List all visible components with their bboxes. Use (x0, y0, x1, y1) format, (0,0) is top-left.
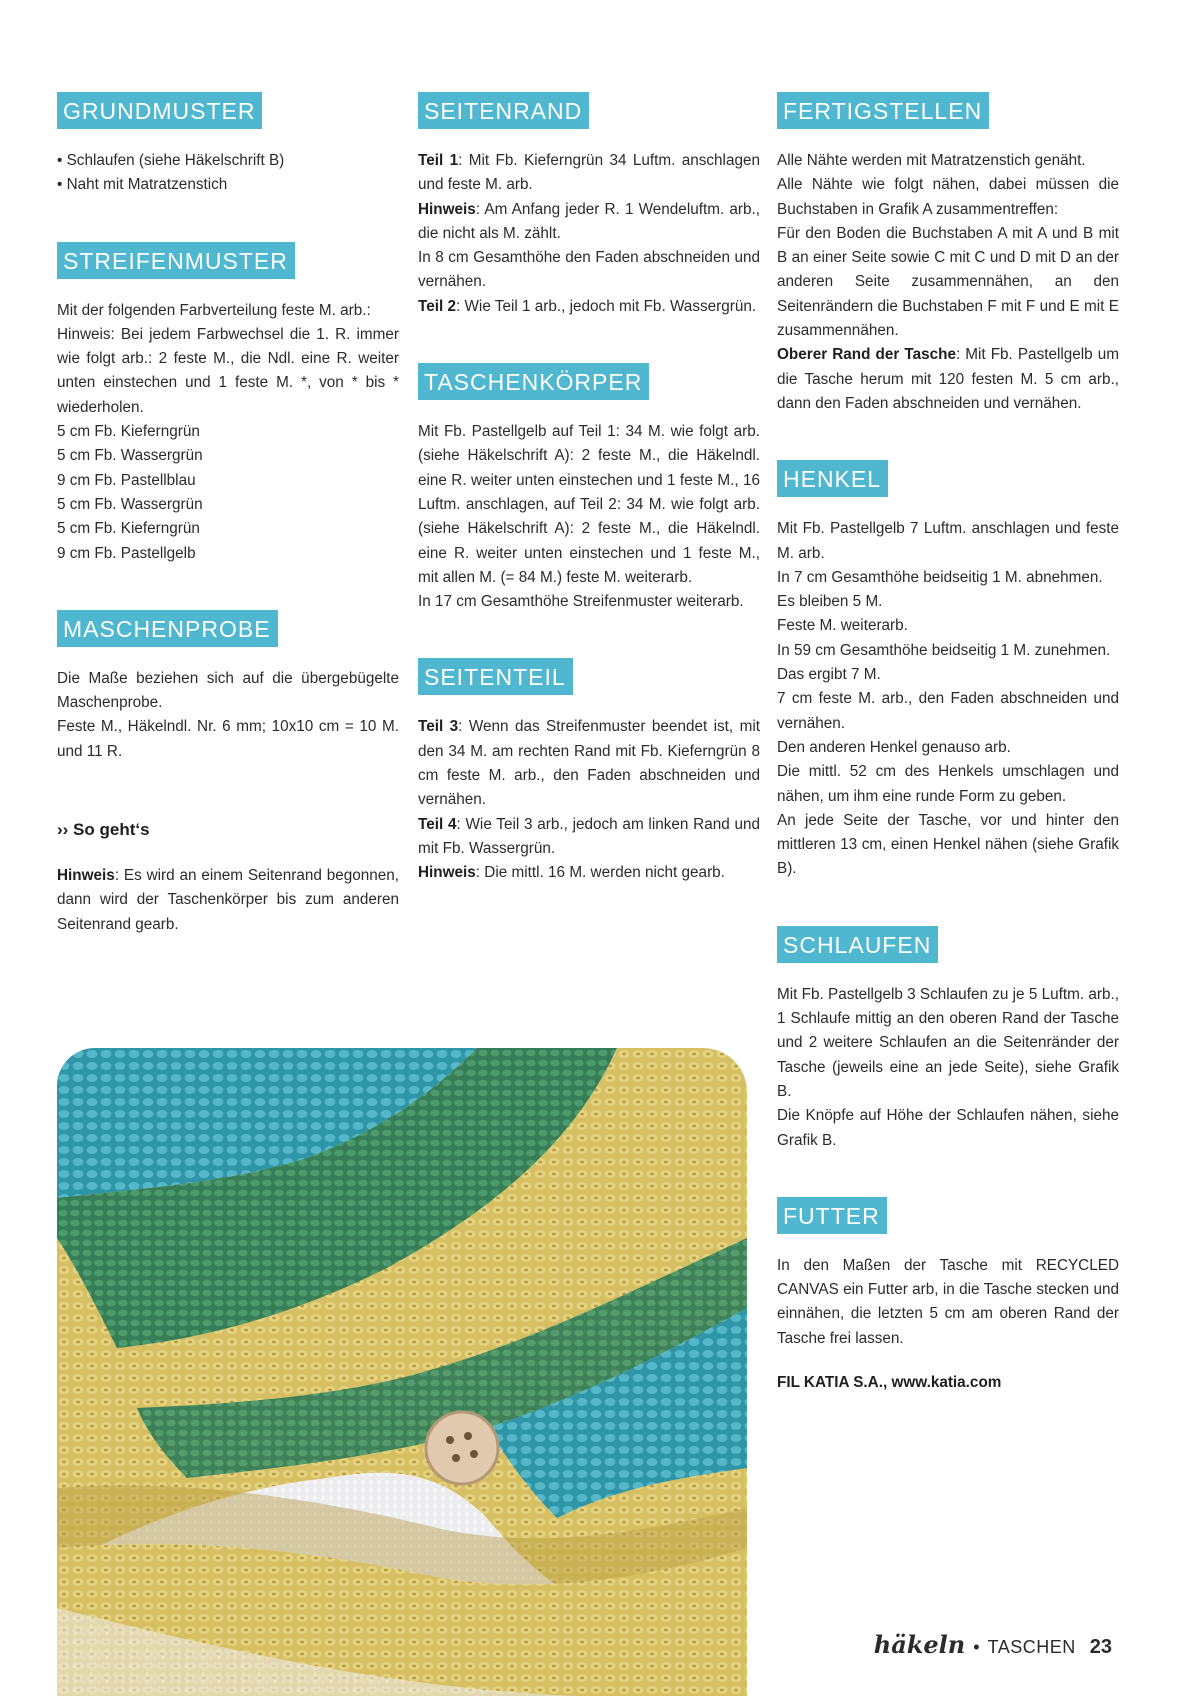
column-middle (418, 92, 760, 930)
paragraph: Es bleiben 5 M. (777, 593, 883, 611)
paragraph: Das ergibt 7 M. (777, 666, 881, 684)
page-footer (874, 1630, 1112, 1659)
page-number: 23 (1089, 1636, 1112, 1658)
text: : Am Anfang jeder R. 1 Wendeluftm. arb., die nicht als M. zählt. (418, 200, 760, 242)
heading-fertigstellen: FERTIGSTELLEN (777, 92, 989, 129)
section-fertigstellen (777, 92, 1119, 416)
bold-label: Hinweis (418, 864, 476, 882)
text: : Es wird an einem Seitenrand begonnen, dann wird der Taschenkörper bis zum anderen Seitenrand gearb. (57, 867, 399, 933)
section-taschenkoerper (418, 363, 760, 614)
paragraph: Mit Fb. Pastellgelb 7 Luftm. anschlagen und feste M. arb. (777, 520, 1119, 562)
paragraph (418, 813, 760, 862)
paragraph: Hinweis: Bei jedem Farbwechsel die 1. R. immer wie folgt arb.: 2 feste M., die Ndl. eine R. weiter unten einstechen und 1 feste M. *, von * bis * wiederholen. (57, 325, 399, 416)
paragraph: Die Maße beziehen sich auf die übergebügelte Maschenprobe. (57, 669, 399, 712)
paragraph: Feste M. weiterarb. (777, 617, 908, 635)
button-icon (426, 1412, 498, 1484)
paragraph (418, 198, 760, 247)
paragraph: Die mittl. 52 cm des Henkels umschlagen und nähen, um ihm eine runde Form zu geben. (777, 763, 1119, 805)
paragraph (57, 864, 399, 937)
column-right (777, 92, 1119, 1439)
magazine-section-script: häkeln (873, 1630, 966, 1659)
heading-seitenrand: SEITENRAND (418, 92, 589, 129)
text: : Wie Teil 1 arb., jedoch mit Fb. Wassergrün. (455, 297, 757, 315)
heading-streifenmuster: STREIFENMUSTER (57, 242, 295, 279)
section-streifenmuster (57, 242, 399, 566)
list-item: • Naht mit Matratzenstich (57, 173, 399, 197)
separator-dot: • (973, 1637, 980, 1657)
section-seitenteil (418, 658, 760, 885)
bold-label: Teil 3 (418, 718, 459, 736)
paragraph: Die Knöpfe auf Höhe der Schlaufen nähen, siehe Grafik B. (777, 1107, 1119, 1149)
paragraph: 7 cm feste M. arb., den Faden abschneiden und vernähen. (777, 690, 1119, 732)
paragraph: Mit der folgenden Farbverteilung feste M. arb.: (57, 301, 371, 319)
heading-seitenteil: SEITENTEIL (418, 658, 573, 695)
heading-futter: FUTTER (777, 1197, 887, 1234)
section-so-gehts (57, 820, 399, 937)
heading-henkel: HENKEL (777, 460, 888, 497)
paragraph: Feste M., Häkelndl. Nr. 6 mm; 10x10 cm = 10 M. und 11 R. (57, 718, 399, 760)
paragraph: In den Maßen der Tasche mit RECYCLED CANVAS ein Futter arb, in die Tasche stecken und einnähen, die letzten 5 cm am oberen Rand der Tasche frei lassen. (777, 1256, 1119, 1347)
color-line: 9 cm Fb. Pastellblau (57, 471, 196, 489)
section-futter (777, 1197, 1119, 1395)
text: : Wie Teil 3 arb., jedoch am linken Rand und mit Fb. Wassergrün. (418, 815, 760, 857)
paragraph (418, 715, 760, 812)
text: : Die mittl. 16 M. werden nicht gearb. (475, 864, 725, 882)
color-line: 5 cm Fb. Kieferngrün (57, 520, 200, 538)
paragraph: Den anderen Henkel genauso arb. (777, 738, 1011, 756)
paragraph (777, 343, 1119, 416)
paragraph: Für den Boden die Buchstaben A mit A und B mit B an einer Seite sowie C mit C und D mit D an der anderen Seite zusammennähen, an den Seitenrändern die Buchstaben F mit F und E mit E zusammennähen. (777, 224, 1119, 340)
bold-label: Hinweis (418, 200, 476, 218)
list-item: • Schlaufen (siehe Häkelschrift B) (57, 149, 399, 173)
heading-maschenprobe: MASCHENPROBE (57, 610, 278, 647)
section-henkel (777, 460, 1119, 881)
paragraph (418, 149, 760, 198)
column-left (57, 92, 399, 981)
paragraph: Alle Nähte werden mit Matratzenstich genäht. (777, 152, 1086, 169)
color-line: 5 cm Fb. Kieferngrün (57, 423, 200, 441)
paragraph: In 59 cm Gesamthöhe beidseitig 1 M. zunehmen. (777, 641, 1111, 659)
grundmuster-list (57, 149, 399, 198)
heading-schlaufen: SCHLAUFEN (777, 926, 938, 963)
text: : Mit Fb. Pastellgelb um die Tasche herum mit 120 festen M. 5 cm arb., dann den Faden abschneiden und vernähen. (777, 346, 1119, 412)
section-schlaufen (777, 926, 1119, 1153)
text: : Mit Fb. Kieferngrün 34 Luftm. anschlagen und feste M. arb. (418, 152, 760, 194)
bold-label: Teil 1 (418, 152, 459, 169)
paragraph: In 7 cm Gesamthöhe beidseitig 1 M. abnehmen. (777, 568, 1103, 586)
so-gehts-heading: ›› So geht‘s (57, 820, 150, 840)
crochet-bag-image (57, 1048, 747, 1696)
heading-grundmuster: GRUNDMUSTER (57, 92, 262, 129)
section-maschenprobe (57, 610, 399, 764)
color-line: 5 cm Fb. Wassergrün (57, 495, 203, 513)
paragraph (418, 861, 760, 885)
bag-photo (57, 1048, 747, 1696)
publisher-credit: FIL KATIA S.A., www.katia.com (777, 1373, 1002, 1391)
color-line: 5 cm Fb. Wassergrün (57, 447, 203, 465)
paragraph: In 8 cm Gesamthöhe den Faden abschneiden und vernähen. (418, 249, 760, 291)
heading-taschenkoerper: TASCHENKÖRPER (418, 363, 649, 400)
color-line: 9 cm Fb. Pastellgelb (57, 544, 196, 562)
section-seitenrand (418, 92, 760, 319)
section-grundmuster (57, 92, 399, 198)
bold-label: Teil 2 (418, 297, 456, 315)
paragraph: An jede Seite der Tasche, vor und hinter den mittleren 13 cm, einen Henkel nähen (siehe Grafik B). (777, 811, 1119, 878)
paragraph (418, 295, 760, 319)
paragraph: In 17 cm Gesamthöhe Streifenmuster weiterarb. (418, 593, 744, 611)
paragraph: Mit Fb. Pastellgelb 3 Schlaufen zu je 5 Luftm. arb., 1 Schlaufe mittig an den oberen Rand der Tasche und 2 weitere Schlaufen an die Seitenränder der Tasche (jeweils eine an jede Seite), siehe Grafik B. (777, 985, 1119, 1100)
section-name: TASCHEN (987, 1637, 1076, 1657)
text: : Wenn das Streifenmuster beendet ist, mit den 34 M. am rechten Rand mit Fb. Kieferngrün 8 cm feste M. arb., den Faden abschneiden und vernähen. (418, 718, 760, 809)
bold-label: Oberer Rand der Tasche (777, 346, 956, 364)
paragraph: Alle Nähte wie folgt nähen, dabei müssen die Buchstaben in Grafik A zusammentreffen: (777, 176, 1119, 218)
bold-label: Hinweis (57, 867, 115, 885)
credit-line (777, 1371, 1119, 1395)
bold-label: Teil 4 (418, 815, 457, 833)
paragraph: Mit Fb. Pastellgelb auf Teil 1: 34 M. wie folgt arb. (siehe Häkelschrift A): 2 feste M., die Häkelndl. eine R. weiter unten einstechen und 1 feste M., 16 Luftm. anschlagen, auf Teil 2: 34 M. wie folgt arb. (siehe Häkelschrift A): 2 feste M., die Häkelndl. eine R. weiter unten einstechen und 1 feste M., mit allen M. (= 84 M.) feste M. weiterarb. (418, 423, 760, 586)
